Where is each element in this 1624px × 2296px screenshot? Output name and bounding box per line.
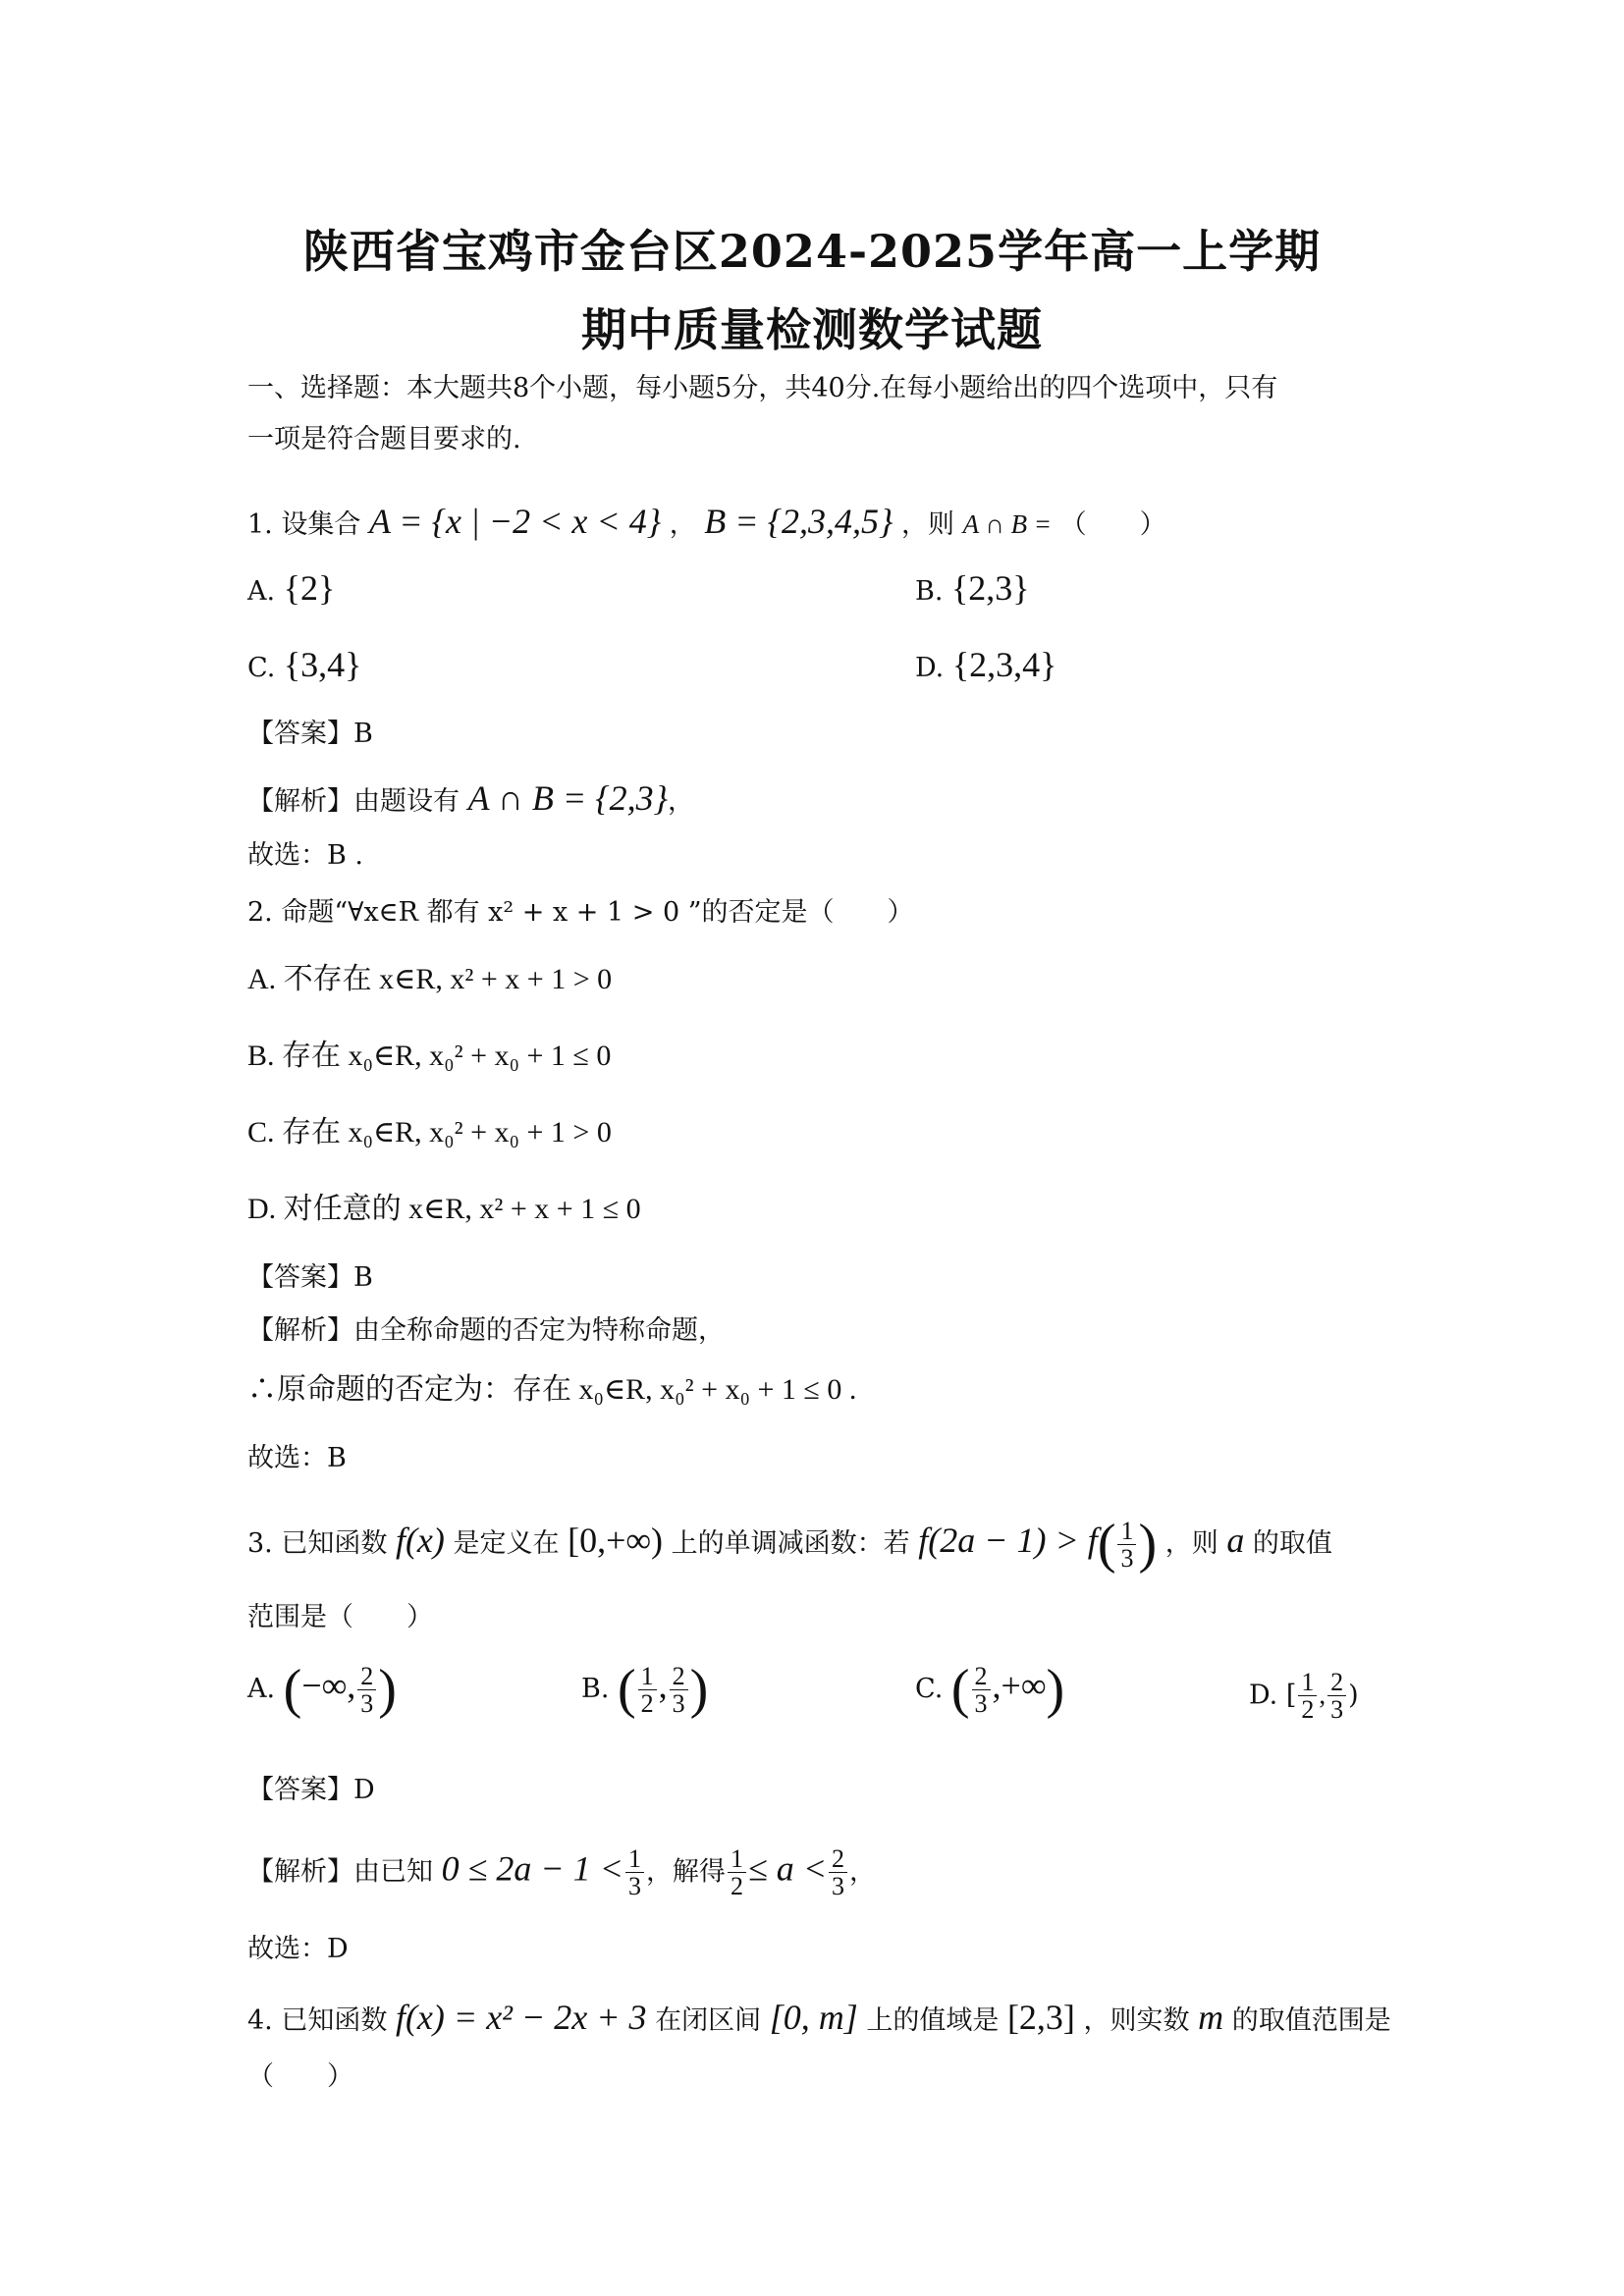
answer-label: 【答案】 <box>247 719 353 749</box>
section-instruction-line1: 一、选择题：本大题共8个小题，每小题5分，共40分.在每小题给出的四个选项中，只有 <box>247 373 1278 403</box>
q1-choose: 故选：B . <box>247 840 364 871</box>
q3-option-d <box>1249 1669 1359 1724</box>
q1-ask: A ∩ B = <box>962 509 1053 539</box>
q2-option-a: A. 不存在 x∈R, x² + x + 1 > 0 <box>247 963 613 995</box>
q1-option-d <box>915 644 1056 686</box>
q2-option-c: C. 存在 x₀∈R, x₀² + x₀ + 1 > 0 <box>247 1116 612 1148</box>
q4-stem-end: 的取值范围是 <box>1231 2005 1391 2036</box>
q3-option-c <box>915 1657 1064 1723</box>
numerator: 1 <box>625 1845 644 1873</box>
option-label: C. <box>915 1674 951 1705</box>
analysis-end: ， <box>668 786 695 817</box>
q3-analysis <box>247 1845 876 1900</box>
q1-analysis <box>247 777 694 820</box>
fraction <box>670 1663 688 1718</box>
numerator: 2 <box>670 1663 688 1690</box>
fraction <box>357 1663 376 1718</box>
analysis-label: 【解析】 <box>247 786 353 817</box>
q1-then: ，则 <box>900 509 954 540</box>
answer-value: D <box>353 1775 375 1805</box>
question-1-stem <box>247 501 1166 543</box>
option-label: B. <box>581 1674 619 1705</box>
q3-stem-end: 的取值 <box>1252 1528 1332 1560</box>
q4-stem-line2: （ ） <box>247 2061 353 2092</box>
page-title-line2: 期中质量检测数学试题 <box>581 303 1043 356</box>
q2-analysis-line2: ∴原命题的否定为：存在 x₀∈R, x₀² + x₀ + 1 ≤ 0 . <box>247 1373 857 1406</box>
analysis-math: ≤ a < <box>747 1848 827 1889</box>
question-2-stem: 2. 命题“∀x∈R 都有 x² + x + 1 > 0 ”的否定是（ ） <box>247 897 914 928</box>
analysis-end: ， <box>849 1856 876 1888</box>
page-title-line1: 陕西省宝鸡市金台区2024-2025学年高一上学期 <box>302 225 1322 278</box>
numerator: 1 <box>638 1663 657 1690</box>
q1-option-a <box>247 567 335 610</box>
comma: , <box>1319 1680 1326 1710</box>
denominator: 3 <box>974 1689 988 1719</box>
analysis-math: A ∩ B = {2,3} <box>467 778 669 818</box>
q3-answer <box>247 1775 375 1806</box>
denominator: 3 <box>672 1689 685 1719</box>
fraction <box>728 1845 746 1900</box>
option-left: −∞, <box>301 1666 356 1706</box>
option-label: A. <box>247 576 284 607</box>
q3-fx: f(x) <box>395 1521 445 1561</box>
q1-set-b: B = {2,3,4,5} <box>704 502 893 541</box>
q3-inequality: f(2a − 1) > f <box>918 1521 1098 1561</box>
paren-left: ( <box>618 1659 636 1720</box>
q3-choose: 故选：D <box>247 1934 349 1964</box>
option-label: B. <box>915 576 952 607</box>
answer-value: B <box>353 719 373 749</box>
q2-analysis <box>247 1315 725 1347</box>
paren-left: ( <box>1097 1514 1116 1575</box>
q1-separator: ， <box>669 509 696 540</box>
analysis-label: 【解析】 <box>247 1315 353 1346</box>
option-right: ,+∞ <box>992 1666 1047 1706</box>
q3-domain: [0,+∞) <box>568 1521 664 1561</box>
q1-blank: （ ） <box>1059 509 1166 540</box>
option-label: A. <box>247 1674 284 1705</box>
q3-stem-mid2: 上的单调减函数：若 <box>671 1528 910 1560</box>
q1-set-a: A = {x | −2 < x < 4} <box>368 502 662 541</box>
numerator: 1 <box>1298 1669 1317 1696</box>
paren-left: ( <box>950 1659 970 1720</box>
analysis-text: 由全称命题的否定为特称命题， <box>353 1315 725 1346</box>
analysis-math: 0 ≤ 2a − 1 < <box>441 1848 623 1889</box>
denominator: 2 <box>730 1872 743 1901</box>
question-4-stem <box>247 1997 1391 2039</box>
q1-answer <box>247 719 373 750</box>
denominator: 3 <box>627 1872 641 1901</box>
fraction <box>1298 1669 1317 1724</box>
q4-function: f(x) = x² − 2x + 3 <box>395 1998 647 2037</box>
paren-right: ) <box>378 1659 397 1720</box>
q3-stem-pre: 3. 已知函数 <box>247 1528 388 1560</box>
fraction <box>625 1845 644 1900</box>
q4-interval: [0, m] <box>769 1998 858 2037</box>
numerator: 1 <box>1117 1518 1136 1545</box>
q4-stem-mid3: ，则实数 <box>1083 2005 1190 2036</box>
numerator: 1 <box>728 1845 746 1873</box>
denominator: 3 <box>360 1689 374 1719</box>
analysis-text: 由题设有 <box>353 786 460 817</box>
q4-stem-mid1: 在闭区间 <box>655 2005 762 2036</box>
answer-value: B <box>353 1262 373 1293</box>
fraction <box>829 1845 847 1900</box>
numerator: 2 <box>972 1663 991 1690</box>
fraction <box>638 1663 657 1718</box>
fraction <box>1117 1518 1136 1573</box>
option-end: ) <box>1348 1680 1359 1711</box>
option-label: D. [ <box>1249 1680 1297 1711</box>
analysis-mid: ，解得 <box>645 1856 726 1888</box>
question-3-stem <box>247 1512 1332 1577</box>
option-value: {2,3,4} <box>951 645 1057 684</box>
denominator: 3 <box>1330 1695 1344 1725</box>
denominator: 2 <box>1301 1695 1315 1725</box>
comma: , <box>658 1666 668 1706</box>
answer-label: 【答案】 <box>247 1262 353 1293</box>
section-instruction-line2: 一项是符合题目要求的. <box>247 424 521 454</box>
denominator: 3 <box>832 1872 844 1901</box>
denominator: 2 <box>640 1689 654 1719</box>
paren-left: ( <box>283 1659 302 1720</box>
q4-stem-pre: 4. 已知函数 <box>247 2005 388 2036</box>
q4-range: [2,3] <box>1006 1998 1075 2037</box>
denominator: 3 <box>1120 1544 1134 1574</box>
q4-var-m: m <box>1198 1998 1224 2037</box>
q2-option-b: B. 存在 x₀∈R, x₀² + x₀ + 1 ≤ 0 <box>247 1040 612 1072</box>
q3-option-b <box>581 1657 708 1723</box>
q4-stem-mid2: 上的值域是 <box>866 2005 1000 2036</box>
numerator: 2 <box>829 1845 847 1873</box>
fraction <box>972 1663 991 1718</box>
option-value: {2} <box>283 568 336 608</box>
fraction <box>1327 1669 1346 1724</box>
q3-option-a <box>247 1657 397 1723</box>
q1-option-b <box>915 567 1030 610</box>
option-value: {2,3} <box>951 568 1030 608</box>
q1-option-c <box>247 644 361 686</box>
answer-label: 【答案】 <box>247 1775 353 1805</box>
q1-number: 1. 设集合 <box>247 509 361 540</box>
option-label: C. <box>247 653 284 683</box>
q3-stem-mid1: 是定义在 <box>453 1528 560 1560</box>
q2-option-d: D. 对任意的 x∈R, x² + x + 1 ≤ 0 <box>247 1193 641 1225</box>
q3-stem-mid3: ，则 <box>1164 1528 1218 1560</box>
numerator: 2 <box>357 1663 376 1690</box>
paren-right: ) <box>1138 1514 1158 1575</box>
q3-var-a: a <box>1226 1521 1245 1561</box>
q2-choose: 故选：B <box>247 1443 347 1473</box>
analysis-label: 【解析】 <box>247 1856 353 1888</box>
q3-stem-line2: 范围是（ ） <box>247 1602 433 1632</box>
option-label: D. <box>915 653 952 683</box>
paren-right: ) <box>689 1659 709 1720</box>
analysis-text: 由已知 <box>353 1856 433 1888</box>
option-value: {3,4} <box>283 645 362 684</box>
numerator: 2 <box>1327 1669 1346 1696</box>
paren-right: ) <box>1046 1659 1065 1720</box>
q2-answer <box>247 1262 373 1294</box>
